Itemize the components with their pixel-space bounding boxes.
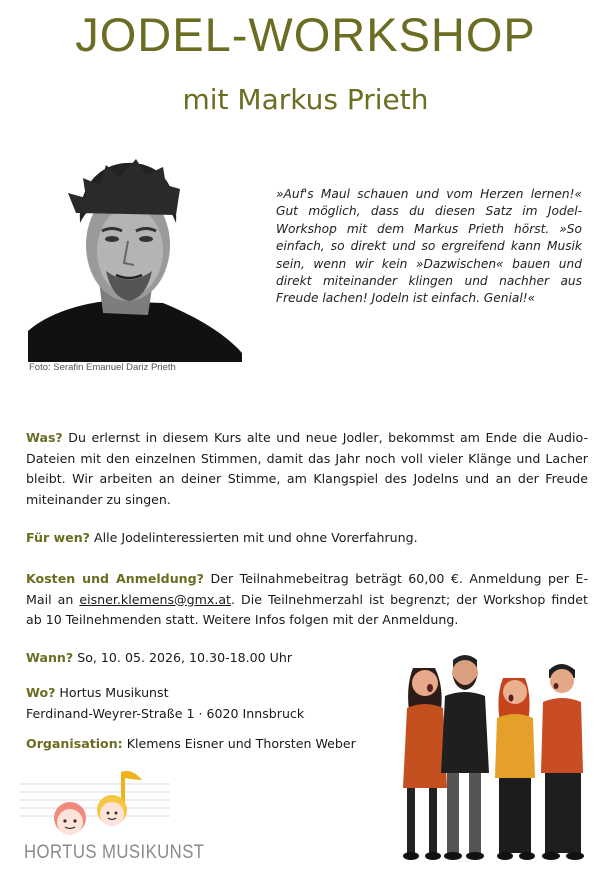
- page-title: JODEL-WORKSHOP: [75, 8, 536, 61]
- singing-group-illustration-icon: [385, 648, 605, 868]
- section-fuer-wen-text: Alle Jodelinteressierten mit und ohne Vorerfahrung.: [94, 530, 418, 545]
- section-organisation-label: Organisation:: [26, 736, 123, 751]
- section-wo-address: Ferdinand-Weyrer-Straße 1 · 6020 Innsbruck: [26, 705, 305, 721]
- section-wo-label: Wo?: [26, 685, 56, 700]
- section-wann-text: So, 10. 05. 2026, 10.30-18.00 Uhr: [77, 650, 293, 665]
- email-link[interactable]: eisner.klemens@gmx.at: [79, 591, 231, 607]
- logo-text: HORTUS MUSIKUNST: [24, 842, 205, 863]
- section-wo-venue: Hortus Musikunst: [59, 685, 169, 700]
- portrait-photo: [28, 153, 242, 362]
- section-wann-label: Wann?: [26, 650, 74, 665]
- section-organisation-text: Klemens Eisner und Thorsten Weber: [126, 736, 356, 751]
- section-kosten: [26, 569, 588, 631]
- photo-caption: Foto: Serafin Emanuel Dariz Prieth: [29, 362, 176, 373]
- quote-text: »Auf's Maul schauen und vom Herzen lernen!« Gut möglich, dass du diesen Satz im Jodel-Workshop mit dem Markus Prieth hörst. »So einfach, so direkt und so ergreifend kann Musik sein, wenn wir kein »Dazwischen« bauen und direkt miteinander klingen und nachher aus Freude lachen! Jodeln ist einfach. Genial!«: [276, 187, 582, 306]
- page-subtitle: mit Markus Prieth: [182, 83, 429, 116]
- section-kosten-text: Der Teilnahmebeitrag beträgt 60,00 €. Anmeldung per E-Mail an: [26, 571, 588, 607]
- section-fuer-wen: [26, 528, 588, 549]
- section-kosten-label: Kosten und Anmeldung?: [26, 571, 204, 586]
- section-fuer-wen-label: Für wen?: [26, 530, 90, 545]
- section-was: [26, 428, 588, 510]
- section-kosten-text-after: . Die Teilnehmerzahl ist begrenzt; der Workshop findet ab 10 Teilnehmenden statt. Weitere Infos folgen mit der Anmeldung.: [26, 591, 588, 627]
- section-was-text: Du erlernst in diesem Kurs alte und neue Jodler, bekommst am Ende die Audio-Dateien mit den einzelnen Stimmen, damit das Jahr noch voll vieler Klänge und Lacher bleibt. Wir arbeiten an deiner Stimme, am Klangspiel des Jodelns und an der Freude miteinander zu singen.: [26, 430, 588, 507]
- section-was-label: Was?: [26, 430, 63, 445]
